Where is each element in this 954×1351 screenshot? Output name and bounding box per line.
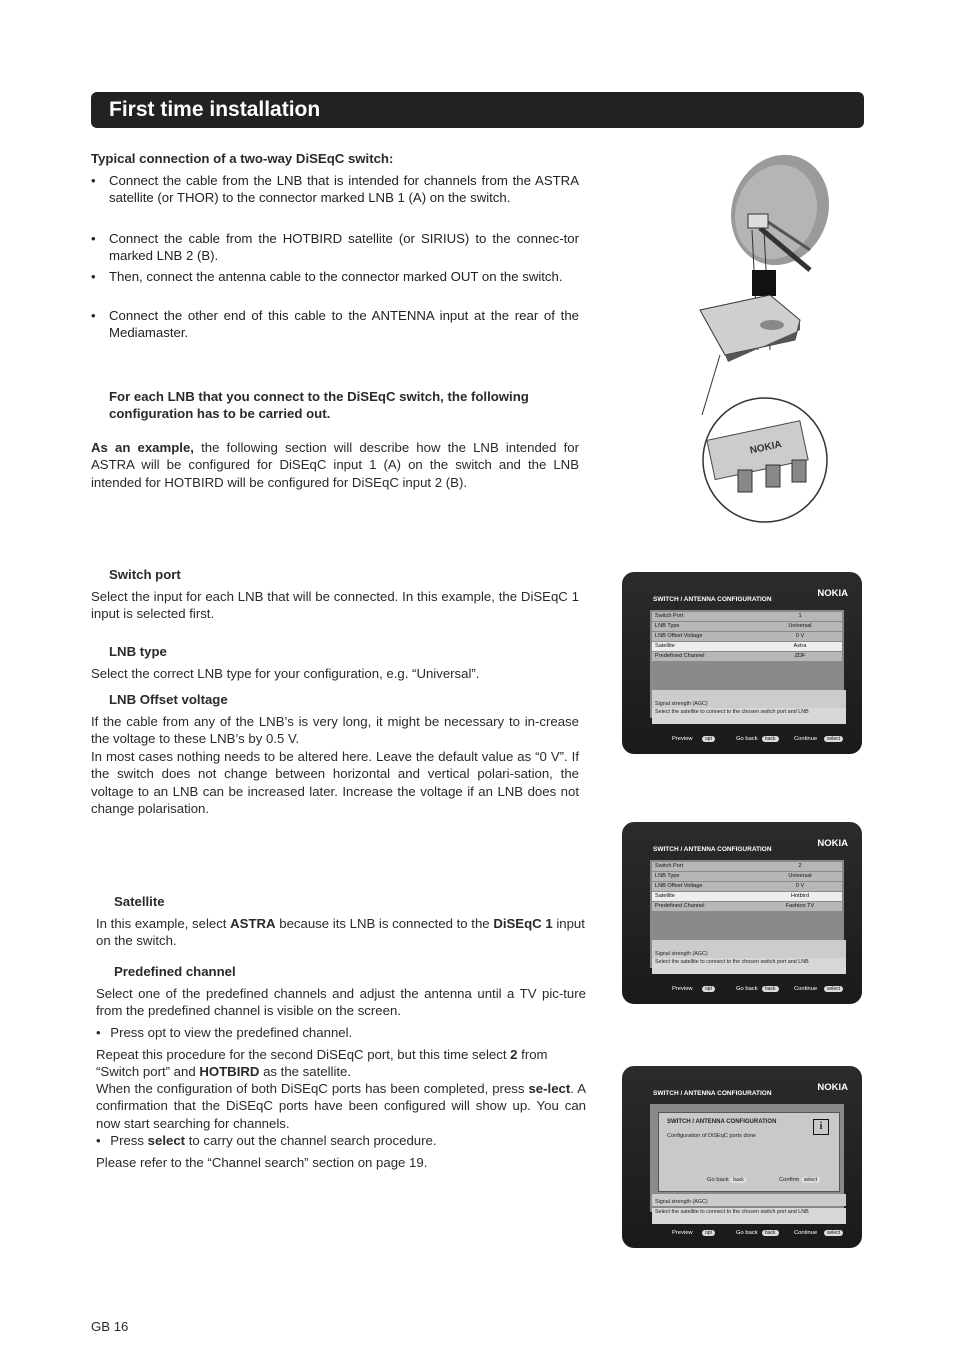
lnb-type-text: Select the correct LNB type for your configuration, e.g. “Universal”. <box>91 666 480 681</box>
repeat-text: Repeat this procedure for the second DiSEqC port, but this time select 2 from “Switch port” and HOTBIRD as the satellite. <box>96 1047 548 1080</box>
tv-screen-3: SWITCH / ANTENNA CONFIGURATION NOKIA Signal strength (AGC) Select the satellite to connect to the chosen switch port and LNB SWITCH / ANTENNA CONFIGURATION Configuration of DiSEqC ports done i Go back back Confirm select Preview opt Go back back Continue select <box>622 1066 862 1248</box>
config-panel <box>650 860 844 968</box>
page-number: GB 16 <box>91 1319 129 1334</box>
dialog-title: SWITCH / ANTENNA CONFIGURATION <box>667 1119 777 1125</box>
lnb-type-heading: LNB type <box>109 644 167 659</box>
lnb-offset-text-2: In most cases nothing needs to be altered here. Leave the default value as “0 V”. If the switch does not change between horizontal and vertical polari-sation, the voltage to an LNB can be increased later. Increase the voltage if an LNB does not change polarisation. <box>91 749 579 816</box>
confirmation-dialog <box>658 1112 840 1192</box>
screen-title: SWITCH / ANTENNA CONFIGURATION <box>653 846 772 853</box>
switch-logo-text: NOKIA <box>748 439 783 457</box>
opt-key[interactable]: opt <box>702 1230 715 1236</box>
lnb-offset-heading: LNB Offset voltage <box>109 692 228 707</box>
switch-port-heading: Switch port <box>109 567 181 582</box>
satellite-text: In this example, select ASTRA because its LNB is connected to the DiSEqC 1 input on the switch. <box>96 916 585 949</box>
menu-row-predefined[interactable]: Predefined Channel ZDF <box>652 652 842 661</box>
list-item: • Connect the cable from the HOTBIRD satellite (or SIRIUS) to the connec-tor marked LNB 2 (B). <box>91 231 579 264</box>
select-key[interactable]: select <box>824 986 843 992</box>
screen-title: SWITCH / ANTENNA CONFIGURATION <box>653 596 772 603</box>
config-panel <box>650 610 844 718</box>
menu-row-satellite[interactable]: Satellite Hotbird <box>652 892 842 901</box>
menu-row-switch-port[interactable]: Switch Port 1 <box>652 612 842 621</box>
nokia-logo: NOKIA <box>817 838 848 849</box>
predefined-text: Select one of the predefined channels and adjust the antenna until a TV pic-ture from the predefined channel is visible on the screen. <box>96 986 586 1019</box>
info-icon: i <box>813 1119 829 1135</box>
satellite-heading: Satellite <box>114 894 165 909</box>
select-key[interactable]: select <box>824 1230 843 1236</box>
select-key[interactable]: select <box>824 736 843 742</box>
signal-strength: Signal strength (AGC) <box>652 690 846 708</box>
lnb-offset-text-1: If the cable from any of the LNB’s is very long, it might be necessary to in-crease the voltage to these LNB’s by 0.5 V. <box>91 714 579 747</box>
opt-key[interactable]: opt <box>702 736 715 742</box>
tv-screen-2: SWITCH / ANTENNA CONFIGURATION NOKIA Switch Port 2 LNB Type Universal LNB Offset Voltage 0 V Satellite Hotbird Predefined Channel Fashion TV Signal strength (AGC) Select the satellite to connect to the chosen switch port and LNB Preview opt Go back back Continue select <box>622 822 862 1004</box>
list-item: • Connect the other end of this cable to the ANTENNA input at the rear of the Mediamaster. <box>91 308 579 341</box>
list-item: • Press opt to view the predefined channel. <box>96 1025 353 1040</box>
nokia-logo: NOKIA <box>817 1082 848 1093</box>
when-text: When the configuration of both DiSEqC ports has been completed, press se-lect. A confirmation that the DiSEqC ports have been configured will show up. You can now start searching for channels. <box>96 1081 586 1131</box>
help-text: Select the satellite to connect to the chosen switch port and LNB <box>652 708 846 724</box>
dialog-go-back[interactable]: Go back back <box>707 1177 747 1183</box>
menu-row-lnb-offset[interactable]: LNB Offset Voltage 0 V <box>652 632 842 641</box>
list-item: • Connect the cable from the LNB that is intended for channels from the ASTRA satellite (or THOR) to the connector marked LNB 1 (A) on the switch. <box>91 173 579 206</box>
predefined-heading: Predefined channel <box>114 964 236 979</box>
section-heading: Typical connection of a two-way DiSEqC switch: <box>91 151 394 166</box>
signal-strength: Signal strength (AGC) <box>652 940 846 958</box>
menu-row-lnb-type[interactable]: LNB Type Universal <box>652 622 842 631</box>
example-paragraph: As an example, the following section will describe how the LNB intended for ASTRA will be configured for DiSEqC input 1 (A) on the switch and the LNB intended for HOTBIRD will be configured for DiSEqC input 2 (B). <box>91 440 579 490</box>
dish-illustration <box>680 150 870 525</box>
dialog-message: Configuration of DiSEqC ports done <box>667 1133 756 1139</box>
list-item: • Press select to carry out the channel search procedure. <box>96 1133 437 1148</box>
menu-row-satellite[interactable]: Satellite Astra <box>652 642 842 651</box>
signal-strength: Signal strength (AGC) <box>652 1194 846 1206</box>
menu-row-predefined[interactable]: Predefined Channel Fashion TV <box>652 902 842 911</box>
dialog-confirm[interactable]: Confirm select <box>779 1177 820 1183</box>
tv-screen-1: SWITCH / ANTENNA CONFIGURATION NOKIA Switch Port 1 LNB Type Universal LNB Offset Voltage 0 V Satellite Astra Predefined Channel ZDF Signal strength (AGC) Select the satellite to connect to the chosen switch port and LNB Preview opt Go back back Continue select <box>622 572 862 754</box>
screen-title: SWITCH / ANTENNA CONFIGURATION <box>653 1090 772 1097</box>
menu-row-lnb-offset[interactable]: LNB Offset Voltage 0 V <box>652 882 842 891</box>
refer-text: Please refer to the “Channel search” section on page 19. <box>96 1155 428 1170</box>
nokia-logo: NOKIA <box>817 588 848 599</box>
help-text: Select the satellite to connect to the chosen switch port and LNB <box>652 1208 846 1224</box>
config-note: For each LNB that you connect to the DiSEqC switch, the following configuration has to be carried out. <box>109 389 529 422</box>
page-title-bar <box>91 92 864 128</box>
page-title: First time installation <box>109 98 321 121</box>
back-key[interactable]: back <box>762 1230 779 1236</box>
menu-row-switch-port[interactable]: Switch Port 2 <box>652 862 842 871</box>
help-text: Select the satellite to connect to the chosen switch port and LNB <box>652 958 846 974</box>
switch-port-text: Select the input for each LNB that will be connected. In this example, the DiSEqC 1 input is selected first. <box>91 589 579 622</box>
opt-key[interactable]: opt <box>702 986 715 992</box>
back-key[interactable]: back <box>762 986 779 992</box>
list-item: • Then, connect the antenna cable to the connector marked OUT on the switch. <box>91 269 563 284</box>
back-key[interactable]: back <box>762 736 779 742</box>
menu-row-lnb-type[interactable]: LNB Type Universal <box>652 872 842 881</box>
